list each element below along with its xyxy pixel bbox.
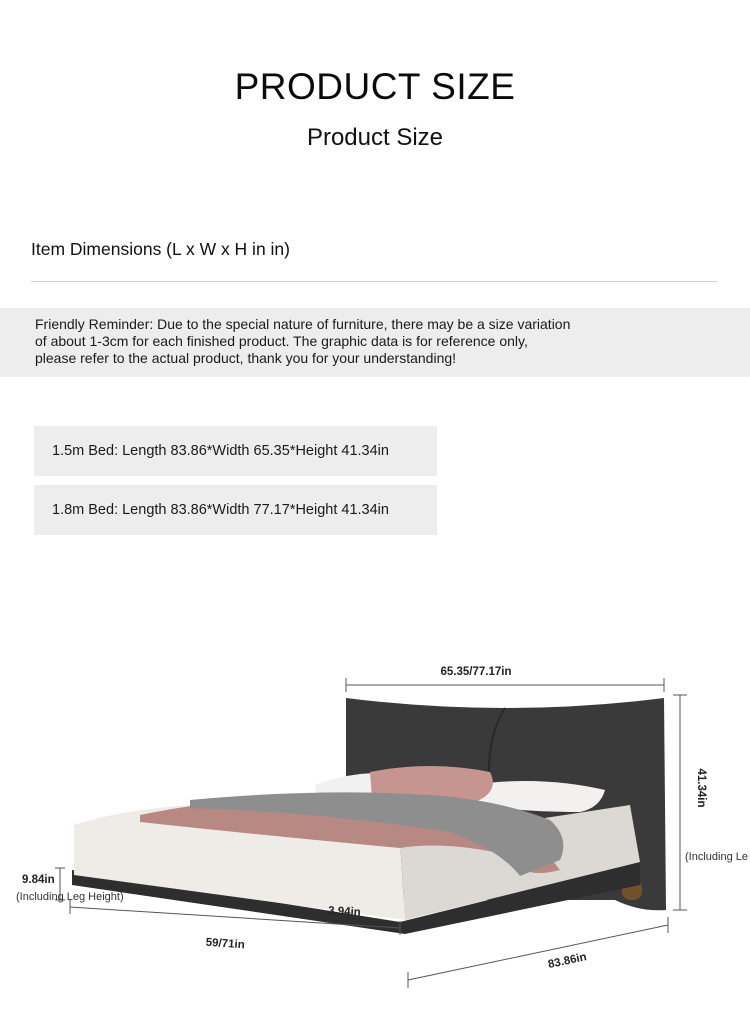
reminder-line-1: Friendly Reminder: Due to the special nature of furniture, there may be a size variation bbox=[35, 316, 571, 332]
length-label: 83.86in bbox=[547, 951, 588, 971]
height-label: 41.34in bbox=[695, 768, 707, 808]
bed-dimension-diagram bbox=[0, 600, 750, 1020]
width-label: 65.35/77.17in bbox=[440, 666, 512, 678]
spec-text-1-8m: 1.8m Bed: Length 83.86*Width 77.17*Height 41.34in bbox=[52, 502, 389, 518]
divider bbox=[31, 281, 717, 282]
dimensions-heading: Item Dimensions (L x W x H in in) bbox=[31, 239, 290, 259]
reminder-line-2: of about 1-3cm for each finished product. The graphic data is for reference only, bbox=[35, 333, 528, 349]
bed-height-label: 9.84in bbox=[22, 874, 55, 886]
bed-height-note: (Including Leg Height) bbox=[16, 891, 124, 903]
front-width-label: 59/71in bbox=[205, 936, 246, 952]
spec-box-1-5m bbox=[34, 426, 437, 476]
reminder-banner bbox=[0, 308, 750, 377]
height-dimension bbox=[673, 695, 748, 910]
width-dimension bbox=[346, 666, 664, 692]
length-dimension bbox=[408, 917, 668, 988]
base-height-label: 3.94in bbox=[327, 905, 362, 919]
height-note: (Including Le bbox=[685, 851, 748, 863]
reminder-text bbox=[35, 316, 635, 367]
page-subtitle: Product Size bbox=[306, 124, 444, 151]
page-title: PRODUCT SIZE bbox=[234, 66, 516, 107]
spec-text-1-5m: 1.5m Bed: Length 83.86*Width 65.35*Height 41.34in bbox=[52, 443, 389, 459]
spec-box-1-8m bbox=[34, 485, 437, 535]
reminder-line-3: please refer to the actual product, thank you for your understanding! bbox=[35, 350, 457, 366]
